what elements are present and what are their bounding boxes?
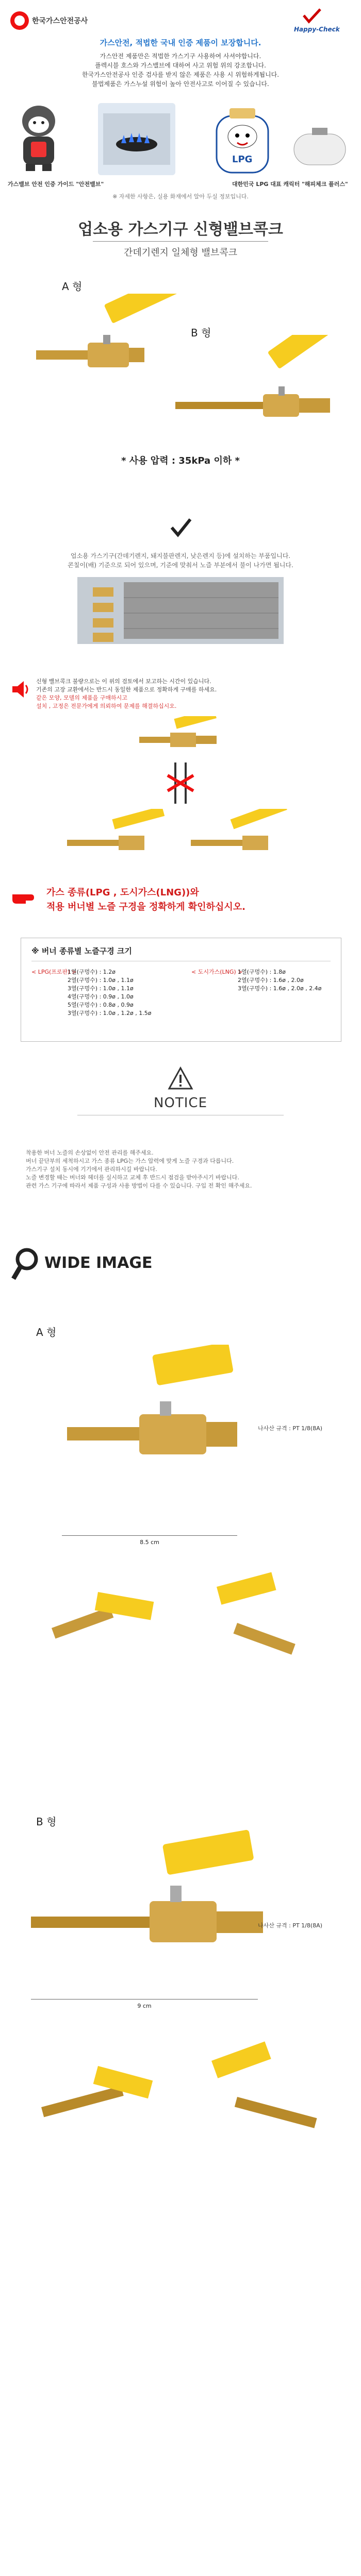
lpg-label: < LPG(프로판) > [31, 969, 77, 975]
notice-title: NOTICE [153, 1095, 208, 1111]
wide-valve-b-photo [21, 1829, 289, 1984]
happy-check-text: Happy-Check [294, 26, 340, 33]
installed-valves-photo [77, 577, 284, 644]
header-headline: 가스안전, 적법한 국내 인증 제품이 보장합니다. [100, 38, 261, 47]
title-section [0, 216, 361, 263]
lpg-tank-illustration [289, 124, 351, 170]
usage-section [0, 515, 361, 649]
gas-burner-photo [98, 103, 175, 175]
wide-a-thread: 나사산 규격 : PT 1/8(8A) [258, 1425, 322, 1432]
pressure-note: * 사용 압력 : 35kPa 이하 * [121, 455, 240, 466]
nozzle-title: ※ 버너 종류별 노즐구경 크기 [31, 946, 132, 956]
svg-text:LPG: LPG [232, 154, 253, 165]
notice-section [0, 1061, 361, 1231]
valve-a-image [31, 294, 186, 386]
checkmark-icon [168, 515, 193, 541]
header-section [0, 0, 361, 206]
speaker-icon [10, 680, 31, 699]
usage-text: 업소용 가스기구(간데기렌지, 돼지불판렌지, 낮은렌지 등)에 설치하는 부품입니다. 콘칠이(배) 기준으로 되어 있으며, 기준에 맞춰서 노즐 부분에서 불이 나가면 됩니다. [68, 552, 293, 569]
no-mix-icon [165, 762, 196, 804]
wide-a-angle-photo-1 [21, 1571, 165, 1674]
type-b-label: B 형 [191, 327, 211, 339]
caption-left: 가스밸브 안전 인증 가이드 "안전밸브" [8, 181, 104, 188]
happy-check-logo-icon [302, 8, 322, 24]
types-section [0, 273, 361, 510]
wide-image-title: WIDE IMAGE [44, 1254, 153, 1272]
wide-b-angle-photo-1 [21, 2040, 165, 2154]
wide-b-thread: 나사산 규격 : PT 1/8(8A) [258, 1922, 322, 1929]
nozzle-box [21, 938, 341, 1042]
warning-text: 신형 밸브콕크 불량으로는 이 위의 검토에서 보고하는 시간이 있습니다. 기존의 고장 교환에서는 반드시 동일한 제품으로 정확하게 구매를 하세요. 같은 모양, 모델의 제품을 구매하시고 설치 , 고정은 전문가에게 의뢰하여 문제를 해결하십시오. [36, 677, 346, 710]
magnifier-icon [10, 1247, 41, 1283]
wide-type-b-label: B 형 [36, 1816, 57, 1828]
warning-triangle-icon [168, 1066, 193, 1090]
kgs-logo-text: 한국가스안전공사 [32, 17, 88, 25]
wide-image-section [0, 1247, 361, 2576]
header-body: 가스안전 제품만은 적법한 가스기구 사용하여 사셔야합니다. 플렉시블 호스와 가스밸브에 대하여 사고 위험 위의 강조합니다. 한국가스안전공사 인증 검사를 받지 않은 제품은 사용 시 위험하게됩니다. 불법제품은 가스누설 위험이 높아 안전사고로 이어질 수 있습니다. [81, 53, 280, 88]
page-subtitle: 간데기렌지 일체형 밸브콕크 [123, 247, 238, 258]
wide-b-angle-photo-2 [196, 2040, 340, 2154]
wide-type-a-label: A 형 [36, 1326, 57, 1338]
lng-label: < 도시가스(LNG) > [191, 969, 243, 975]
notice-text: 착용한 버너 노즐의 손상없이 안전 관리를 해주세요. 버너 끝단부의 세척하시고 가스 종류 LPG는 가스 압력에 맞게 노즐 구경과 다릅니다. 가스기구 설치 동시에 기기에서 관리하시길 바랍니다. 노즐 변경할 때는 버너와 헤더를 실시하고 교체 후 반드시 점검을 받아주시기 바랍니다. 관련 가스 기구에 따라서 제품 구성과 사용 방법이 다를 수 있습니다. 구입 전 확인 해주세요. [26, 1149, 252, 1189]
gas-type-line-2: 적용 버너별 노즐 구경을 정확하게 확인하십시오. [46, 902, 245, 912]
pointing-hand-icon [10, 886, 41, 907]
valve-comparison-photo [62, 809, 299, 866]
type-a-label: A 형 [62, 280, 83, 293]
caption-right: 대한민국 LPG 대표 캐릭터 "해피체크 플러스" [232, 181, 348, 188]
wide-a-angle-photo-2 [196, 1571, 340, 1674]
lng-rows: 1열(구멍수) : 1.8ø 2열(구멍수) : 1.6ø , 2.0ø 3열(구멍수) : 1.6ø , 2.0ø , 2.4ø [238, 969, 322, 992]
warning-highlight-1: 같은 모양, 모델의 제품을 구매하시고 [36, 694, 127, 701]
warning-highlight-2: 설치 , 고정은 전문가에게 의뢰하여 문제를 해결하십시오. [36, 703, 177, 709]
page-title: 업소용 가스기구 신형밸브콕크 [78, 221, 283, 239]
valve-b-image [170, 335, 340, 438]
nozzle-section [0, 938, 361, 1051]
wide-b-length: 9 cm [137, 2003, 152, 2009]
safety-mascot-illustration [10, 98, 67, 175]
lpg-rows: 1열(구멍수) : 1.2ø 2열(구멍수) : 1.0ø , 1.1ø 3열(구멍수) : 1.0ø , 1.1ø 4열(구멍수) : 0.9ø , 1.0ø 5열(구멍수) : 0.8ø , 0.9ø 3열(구멍수) : 1.0ø , 1.2ø , 1.5ø [68, 969, 152, 1016]
valve-small-photo [134, 716, 227, 757]
lpg-mascot-illustration [201, 100, 284, 178]
header-bottom-note: ※ 자세한 사항은, 실용 화재에서 알아 두실 정보입니다. [112, 193, 249, 200]
wide-a-length: 8.5 cm [140, 1539, 159, 1546]
wide-valve-a-photo [46, 1345, 263, 1515]
gas-type-line-1: 가스 종류(LPG , 도시가스(LNG))와 [46, 887, 199, 898]
